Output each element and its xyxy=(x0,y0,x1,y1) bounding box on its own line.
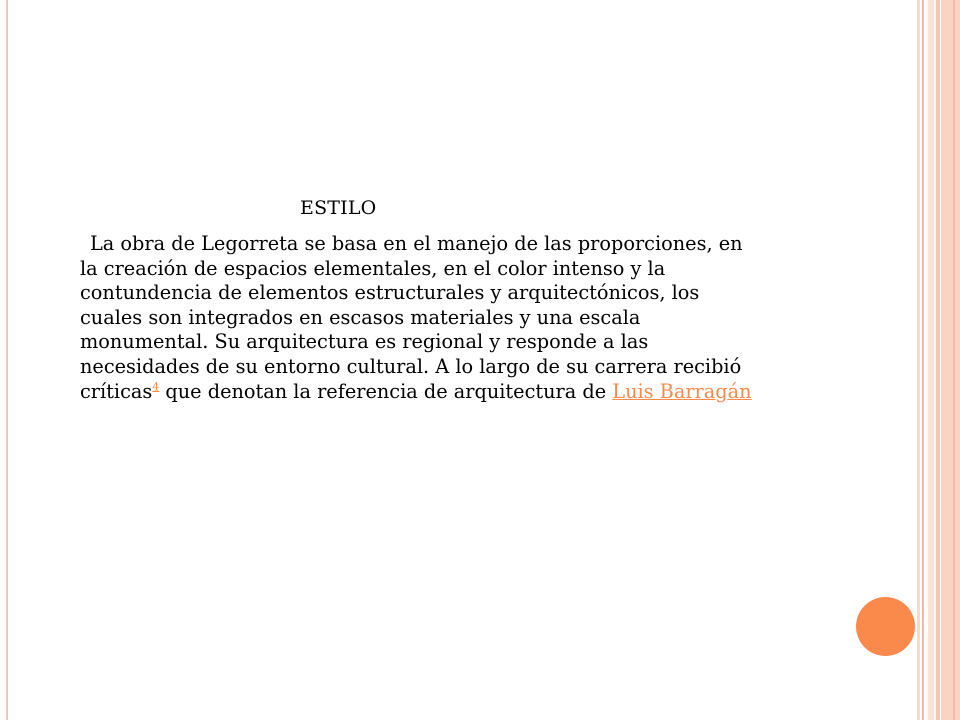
right-decorative-stripe xyxy=(953,0,955,720)
right-decorative-stripe xyxy=(922,0,924,720)
paragraph-line: cuales son integrados en escasos materiales y una escala xyxy=(80,305,641,329)
right-decorative-stripe xyxy=(928,0,934,720)
right-decorative-stripe xyxy=(936,0,940,720)
paragraph-line: monumental. Su arquitectura es regional y responde a las xyxy=(80,330,649,354)
footnote-reference-link[interactable]: 4 xyxy=(152,380,160,394)
paragraph-line: necesidades de su entorno cultural. A lo largo de su carrera recibió xyxy=(80,354,742,378)
right-decorative-stripe xyxy=(941,0,960,720)
paragraph-line: la creación de espacios elementales, en el color intenso y la xyxy=(80,256,666,280)
paragraph-line: La obra de Legorreta se basa en el manejo de las proporciones, en xyxy=(90,232,743,255)
paragraph-text: que denotan la referencia de arquitectura de xyxy=(159,379,613,403)
luis-barragan-link[interactable]: Luis Barragán xyxy=(612,379,752,403)
body-paragraph xyxy=(80,232,850,404)
paragraph-line: contundencia de elementos estructurales y arquitectónicos, los xyxy=(80,281,700,305)
right-decorative-stripe xyxy=(917,0,920,720)
paragraph-text: críticas xyxy=(80,379,153,403)
slide-heading: ESTILO xyxy=(300,197,377,219)
decorative-circle xyxy=(856,597,915,656)
paragraph-line-last xyxy=(80,380,850,405)
left-border-line xyxy=(6,0,8,720)
